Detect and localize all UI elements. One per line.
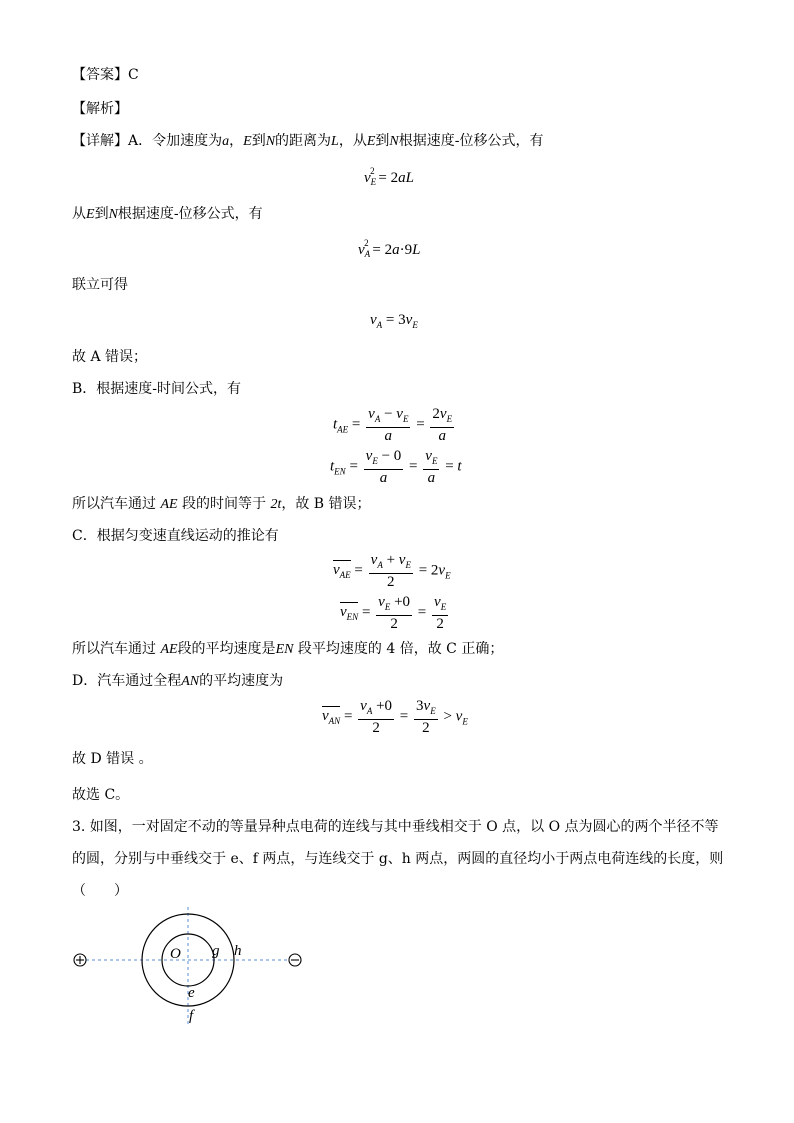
equation-t-en: $t_{EN}$ = $\frac{v_E - 0}{a}$ = $\frac{v_E}{a}$ = t xyxy=(330,448,462,486)
text-segment: 段的平均速度是 xyxy=(177,641,276,657)
equation-avg-v-en: $v_{EN}$ = $\frac{v_E +0}{2}$ = $\frac{v_E}{2}$ xyxy=(340,594,447,632)
symbol-E: E xyxy=(366,134,376,149)
negative-charge-icon xyxy=(289,954,301,966)
symbol-E: E xyxy=(86,207,95,222)
symbol-N: N xyxy=(389,134,399,149)
answer-line xyxy=(72,66,139,84)
symbol-AE: AE xyxy=(160,497,178,512)
c-intro: C．根据匀变速直线运动的推论有 xyxy=(72,528,279,544)
text-segment: 的平均速度为 xyxy=(199,673,284,689)
text-segment: ，故 B 错误； xyxy=(281,496,371,512)
detail-tag: 【详解】 xyxy=(72,133,128,149)
label-h: h xyxy=(234,943,242,959)
text-segment: 所以汽车通过 xyxy=(72,496,156,512)
label-g: g xyxy=(212,943,220,959)
analysis-label: 【解析】 xyxy=(72,101,128,117)
text-segment: 根据速度-位移公式，有 xyxy=(117,206,263,222)
a-conclusion: 故 A 错误； xyxy=(72,349,148,365)
text-segment: 从 xyxy=(72,206,86,222)
symbol-AE: AE xyxy=(160,642,178,657)
b-conclusion xyxy=(72,495,371,514)
symbol-N: N xyxy=(108,207,118,222)
detail-a-intro xyxy=(72,132,543,151)
d-conclusion: 故 D 错误 。 xyxy=(72,751,153,767)
symbol-N: N xyxy=(265,134,276,149)
text-segment: D．汽车通过全程 xyxy=(72,673,182,689)
text-segment: 的距离为 xyxy=(275,133,332,149)
equation-t-ae: $t_{AE}$ = $\frac{v_A - v_E}{a}$ = $\frac{2v_E}{a}$ xyxy=(333,406,453,444)
label-O: O xyxy=(170,946,181,962)
text-segment: 到 xyxy=(94,206,109,222)
text-segment: ， xyxy=(229,133,244,149)
symbol-E: E xyxy=(243,134,252,149)
figure-lines xyxy=(86,907,288,1025)
text-segment: 所以汽车通过 xyxy=(72,641,156,657)
equation-va-squared: $v_A^2 = 2a\cdot 9L$ xyxy=(358,238,421,259)
answer-value: C xyxy=(128,67,139,83)
symbol-EN: EN xyxy=(275,642,294,657)
question3-line2: 的圆，分别与中垂线交于 e、f 两点，与连线交于 g、h 两点，两圆的直径均小于两点电荷连线的长度，则 xyxy=(72,851,724,867)
label-e: e xyxy=(188,985,195,1001)
symbol-AN: AN xyxy=(181,674,200,689)
symbol-L: L xyxy=(331,134,339,149)
text-segment: 段的时间等于 xyxy=(182,496,267,512)
equation-ve-squared: $v_E^2 = 2aL$ xyxy=(364,166,414,187)
b-intro: B．根据速度-时间公式，有 xyxy=(72,381,242,397)
charges-circles-figure xyxy=(62,905,322,1030)
combine-line: 联立可得 xyxy=(72,277,128,293)
text-segment: 到 xyxy=(375,133,390,149)
symbol-2t: 2t xyxy=(270,497,282,512)
question3-line1: 3. 如图，一对固定不动的等量异种点电荷的连线与其中垂线相交于 O 点，以 O 点为圆心的两个半径不等 xyxy=(72,819,719,835)
from-e-to-n-line xyxy=(72,205,263,224)
positive-charge-icon xyxy=(74,954,86,966)
symbol-a: a xyxy=(222,134,230,149)
choice-line: 故选 C。 xyxy=(72,787,130,803)
label-f: f xyxy=(189,1008,194,1024)
text-segment: 根据速度-位移公式，有 xyxy=(398,133,544,149)
answer-label: 【答案】 xyxy=(72,67,128,83)
equation-va-3ve: $v_A = 3v_E$ xyxy=(370,312,418,330)
text-segment: A．令加速度为 xyxy=(128,133,223,149)
text-segment: ，从 xyxy=(338,133,367,149)
equation-avg-v-ae: $v_{AE}$ = $\frac{v_A + v_E}{2}$ = $2v_E$ xyxy=(333,552,451,590)
text-segment: 到 xyxy=(251,133,266,149)
c-conclusion xyxy=(72,640,503,659)
text-segment: 段平均速度的 4 倍，故 C 正确； xyxy=(297,641,504,657)
d-intro xyxy=(72,672,283,691)
question3-blank: （ ） xyxy=(72,883,128,899)
equation-avg-v-an: $v_{AN}$ = $\frac{v_A +0}{2}$ = $\frac{3v_E}{2}$ > $v_E$ xyxy=(322,698,468,736)
